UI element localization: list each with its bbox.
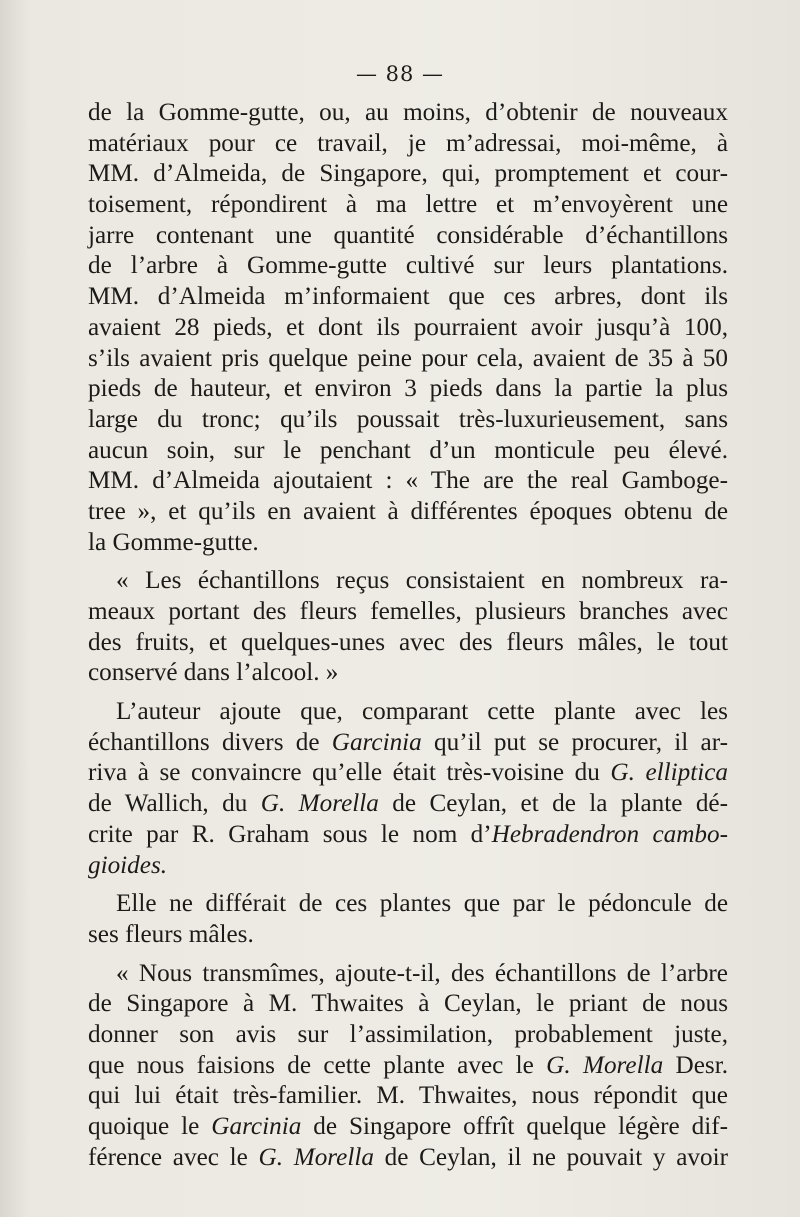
text-line: jarre contenant une quantité considérable d’échantillons bbox=[88, 221, 728, 249]
text-line: la Gomme-gutte. bbox=[88, 528, 259, 556]
text-line: de la Gomme-gutte, ou, au moins, d’obtenir de nouveaux bbox=[88, 99, 728, 126]
paragraph-4 bbox=[88, 889, 728, 950]
text-line: quoique le Garcinia de Singapore offrît quelque légère dif- bbox=[88, 1113, 728, 1140]
text-line: aucun soin, sur le penchant d’un monticule peu élevé. bbox=[88, 436, 728, 464]
paragraph-3 bbox=[88, 697, 728, 881]
text-line: meaux portant des fleurs femelles, plusieurs branches avec bbox=[88, 598, 728, 625]
text-line: donner son avis sur l’assimilation, probablement juste, bbox=[88, 1020, 728, 1048]
text-line: que nous faisions de cette plante avec le G. Morella Desr. bbox=[88, 1051, 729, 1079]
text-line: MM. d’Almeida m’informaient que ces arbres, dont ils bbox=[88, 283, 728, 311]
text-line: de Singapore à M. Thwaites à Ceylan, le priant de nous bbox=[88, 990, 728, 1018]
text-line: des fruits, et quelques-unes avec des fleurs mâles, le tout bbox=[88, 628, 728, 656]
text-line: s’ils avaient pris quelque peine pour cela, avaient de 35 à 50 bbox=[88, 344, 728, 372]
paragraph-1 bbox=[88, 98, 728, 558]
text-line: échantillons divers de Garcinia qu’il put se procurer, il ar- bbox=[88, 728, 728, 756]
text-line: de l’arbre à Gomme-gutte cultivé sur leurs plantations. bbox=[88, 252, 728, 280]
text-line: toisement, répondirent à ma lettre et m’envoyèrent une bbox=[88, 191, 728, 219]
text-line: férence avec le G. Morella de Ceylan, il ne pouvait y avoir bbox=[88, 1143, 728, 1171]
text-line: « Nous transmîmes, ajoute-t-il, des échantillons de l’arbre bbox=[116, 959, 728, 987]
page-body bbox=[88, 98, 728, 1173]
text-line: qui lui était très-familier. M. Thwaites, nous répondit que bbox=[88, 1082, 728, 1110]
text-line: MM. d’Almeida ajoutaient : « The are the real Gamboge- bbox=[88, 467, 728, 495]
text-line: riva à se convaincre qu’elle était très-voisine du G. elliptica bbox=[88, 759, 729, 787]
text-line: de Wallich, du G. Morella de Ceylan, et de la plante dé- bbox=[88, 790, 728, 818]
text-line: Elle ne différait de ces plantes que par le pédoncule de bbox=[116, 890, 728, 918]
text-line: conservé dans l’alcool. » bbox=[88, 659, 339, 687]
paragraph-5 bbox=[88, 959, 728, 1174]
text-line: matériaux pour ce travail, je m’adressai, moi-même, à bbox=[88, 129, 728, 157]
text-line: crite par R. Graham sous le nom d’Hebradendron cambo- bbox=[88, 820, 728, 848]
text-line: avaient 28 pieds, et dont ils pourraient avoir jusqu’à 100, bbox=[88, 313, 728, 341]
text-line: MM. d’Almeida, de Singapore, qui, promptement et cour- bbox=[88, 160, 728, 188]
text-line: ses fleurs mâles. bbox=[88, 920, 254, 948]
page-number: — 88 — bbox=[355, 62, 445, 86]
text-line: large du tronc; qu’ils poussait très-luxurieusement, sans bbox=[88, 405, 728, 433]
text-line: gioides. bbox=[88, 851, 168, 879]
text-line: tree », et qu’ils en avaient à différentes époques obtenu de bbox=[88, 497, 728, 525]
text-line: pieds de hauteur, et environ 3 pieds dans la partie la plus bbox=[88, 375, 728, 403]
text-line: L’auteur ajoute que, comparant cette plante avec les bbox=[116, 698, 728, 726]
paragraph-2 bbox=[88, 566, 728, 689]
text-line: « Les échantillons reçus consistaient en nombreux ra- bbox=[116, 567, 728, 595]
